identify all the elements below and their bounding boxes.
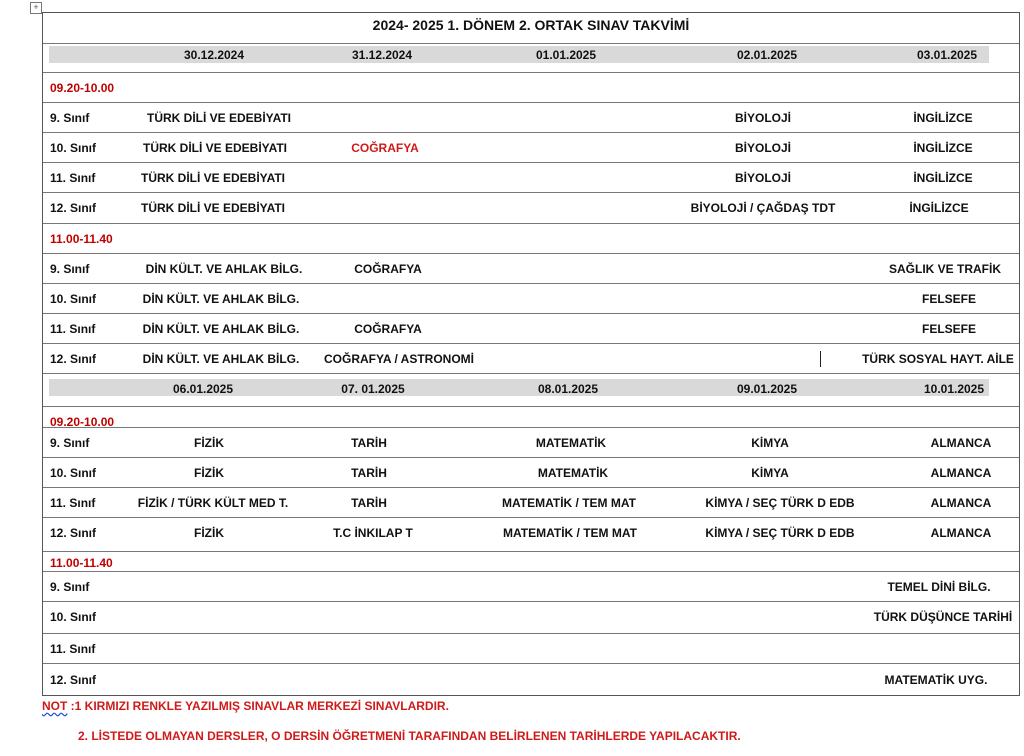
exam-cell: SAĞLIK VE TRAFİK <box>888 262 1002 276</box>
time-slot-label: 09.20-10.00 <box>50 415 115 429</box>
exam-cell: T.C İNKILAP T <box>333 526 413 540</box>
note-prefix: NOT <box>42 699 68 713</box>
table-row <box>43 313 1019 343</box>
exam-cell: TÜRK DÜŞÜNCE TARİHİ <box>873 610 1013 624</box>
time-slot-row <box>43 223 1019 253</box>
exam-cell: DİN KÜLT. VE AHLAK BİLG. <box>142 292 300 306</box>
grade-label: 9. Sınıf <box>50 436 90 450</box>
exam-cell: DİN KÜLT. VE AHLAK BİLG. <box>142 352 300 366</box>
table-row <box>43 487 1019 517</box>
exam-cell: DİN KÜLT. VE AHLAK BİLG. <box>142 322 300 336</box>
exam-cell: TARİH <box>351 496 387 510</box>
date-header: 31.12.2024 <box>351 48 413 62</box>
exam-cell: COĞRAFYA <box>354 262 422 276</box>
exam-cell: COĞRAFYA <box>354 322 422 336</box>
exam-cell: TARİH <box>351 436 387 450</box>
table-row <box>43 633 1019 663</box>
exam-cell: TEMEL DİNİ BİLG. <box>887 580 991 594</box>
exam-cell: FİZİK / TÜRK KÜLT MED T. <box>137 496 289 510</box>
grade-label: 9. Sınıf <box>50 580 90 594</box>
exam-cell: BİYOLOJİ <box>734 171 792 185</box>
exam-cell: KİMYA <box>751 466 789 480</box>
date-header: 07. 01.2025 <box>341 382 405 396</box>
date-header: 02.01.2025 <box>736 48 798 62</box>
table-row <box>43 102 1019 132</box>
exam-cell: MATEMATİK <box>537 466 609 480</box>
grade-label: 10. Sınıf <box>50 141 97 155</box>
date-header: 09.01.2025 <box>736 382 798 396</box>
grade-label: 10. Sınıf <box>50 466 97 480</box>
exam-cell: BİYOLOJİ / ÇAĞDAŞ TDT <box>690 201 836 215</box>
exam-cell: ALMANCA <box>930 466 992 480</box>
central-exam-cell: COĞRAFYA <box>351 141 419 155</box>
table-row <box>43 283 1019 313</box>
exam-cell: TÜRK SOSYAL HAYT. AİLE <box>862 352 1014 366</box>
time-slot-label: 11.00-11.40 <box>50 232 113 246</box>
table-row <box>43 343 1019 373</box>
table-row <box>43 253 1019 283</box>
note-line-1 <box>42 699 449 713</box>
date-header: 03.01.2025 <box>916 48 978 62</box>
grade-label: 12. Sınıf <box>50 201 97 215</box>
exam-cell: ALMANCA <box>930 436 992 450</box>
grade-label: 9. Sınıf <box>50 262 90 276</box>
exam-cell: COĞRAFYA / ASTRONOMİ <box>323 352 475 366</box>
exam-cell: DİN KÜLT. VE AHLAK BİLG. <box>145 262 303 276</box>
table-row <box>43 162 1019 192</box>
table-row <box>43 457 1019 487</box>
date-header-week2 <box>43 373 1019 403</box>
grade-label: 11. Sınıf <box>50 642 96 656</box>
exam-cell: İNGİLİZCE <box>913 141 973 155</box>
table-move-handle-icon[interactable]: + <box>30 2 42 14</box>
exam-cell: BİYOLOJİ <box>734 111 792 125</box>
exam-cell: İNGİLİZCE <box>909 201 969 215</box>
exam-cell: ALMANCA <box>930 496 992 510</box>
exam-cell: FELSEFE <box>921 322 977 336</box>
table-row <box>43 192 1019 222</box>
grade-label: 9. Sınıf <box>50 111 90 125</box>
exam-cell: ALMANCA <box>930 526 992 540</box>
exam-cell: KİMYA <box>751 436 789 450</box>
exam-cell: TÜRK DİLİ VE EDEBİYATI <box>140 171 286 185</box>
table-row <box>43 571 1019 601</box>
exam-cell: MATEMATİK / TEM MAT <box>503 526 637 540</box>
note-text: :1 KIRMIZI RENKLE YAZILMIŞ SINAVLAR MERKEZİ SINAVLARDIR. <box>67 699 449 713</box>
grade-label: 10. Sınıf <box>50 292 97 306</box>
exam-cell: FİZİK <box>194 436 224 450</box>
exam-cell: FİZİK <box>194 466 224 480</box>
exam-cell: İNGİLİZCE <box>913 111 973 125</box>
exam-cell: TÜRK DİLİ VE EDEBİYATI <box>142 141 288 155</box>
schedule-title: 2024- 2025 1. DÖNEM 2. ORTAK SINAV TAKVİMİ <box>372 17 690 33</box>
exam-cell: FELSEFE <box>921 292 977 306</box>
note-line-2: 2. LİSTEDE OLMAYAN DERSLER, O DERSİN ÖĞRETMENİ TARAFINDAN BELİRLENEN TARİHLERDE YAPILACAKTIR. <box>78 729 741 743</box>
date-header: 06.01.2025 <box>172 382 234 396</box>
time-slot-label: 09.20-10.00 <box>50 81 115 95</box>
time-slot-row <box>43 551 1019 573</box>
grade-label: 12. Sınıf <box>50 352 97 366</box>
date-header: 08.01.2025 <box>537 382 599 396</box>
date-header-week1 <box>43 43 1019 65</box>
grade-label: 10. Sınıf <box>50 610 97 624</box>
exam-cell: BİYOLOJİ <box>734 141 792 155</box>
exam-cell: MATEMATİK / TEM MAT <box>502 496 636 510</box>
exam-cell: KİMYA / SEÇ TÜRK D EDB <box>705 496 855 510</box>
time-slot-label: 11.00-11.40 <box>50 556 113 570</box>
exam-cell: TARİH <box>351 466 387 480</box>
grade-label: 12. Sınıf <box>50 526 97 540</box>
grade-label: 12. Sınıf <box>50 673 97 687</box>
table-row <box>43 132 1019 162</box>
grade-label: 11. Sınıf <box>50 322 96 336</box>
table-row <box>43 427 1019 457</box>
time-slot-row <box>43 72 1019 102</box>
table-row <box>43 517 1019 547</box>
exam-cell: TÜRK DİLİ VE EDEBİYATI <box>146 111 292 125</box>
grade-label: 11. Sınıf <box>50 496 96 510</box>
exam-cell: MATEMATİK <box>535 436 607 450</box>
exam-cell: KİMYA / SEÇ TÜRK D EDB <box>705 526 855 540</box>
table-row <box>43 601 1019 631</box>
date-header: 30.12.2024 <box>183 48 245 62</box>
exam-cell: MATEMATİK UYG. <box>884 673 988 687</box>
exam-schedule-table <box>42 12 1020 696</box>
grade-label: 11. Sınıf <box>50 171 96 185</box>
date-header: 10.01.2025 <box>923 382 985 396</box>
exam-cell: FİZİK <box>194 526 224 540</box>
exam-cell: TÜRK DİLİ VE EDEBİYATI <box>140 201 286 215</box>
exam-cell: İNGİLİZCE <box>913 171 973 185</box>
text-cursor <box>820 351 821 367</box>
date-header: 01.01.2025 <box>535 48 597 62</box>
table-row <box>43 663 1019 696</box>
